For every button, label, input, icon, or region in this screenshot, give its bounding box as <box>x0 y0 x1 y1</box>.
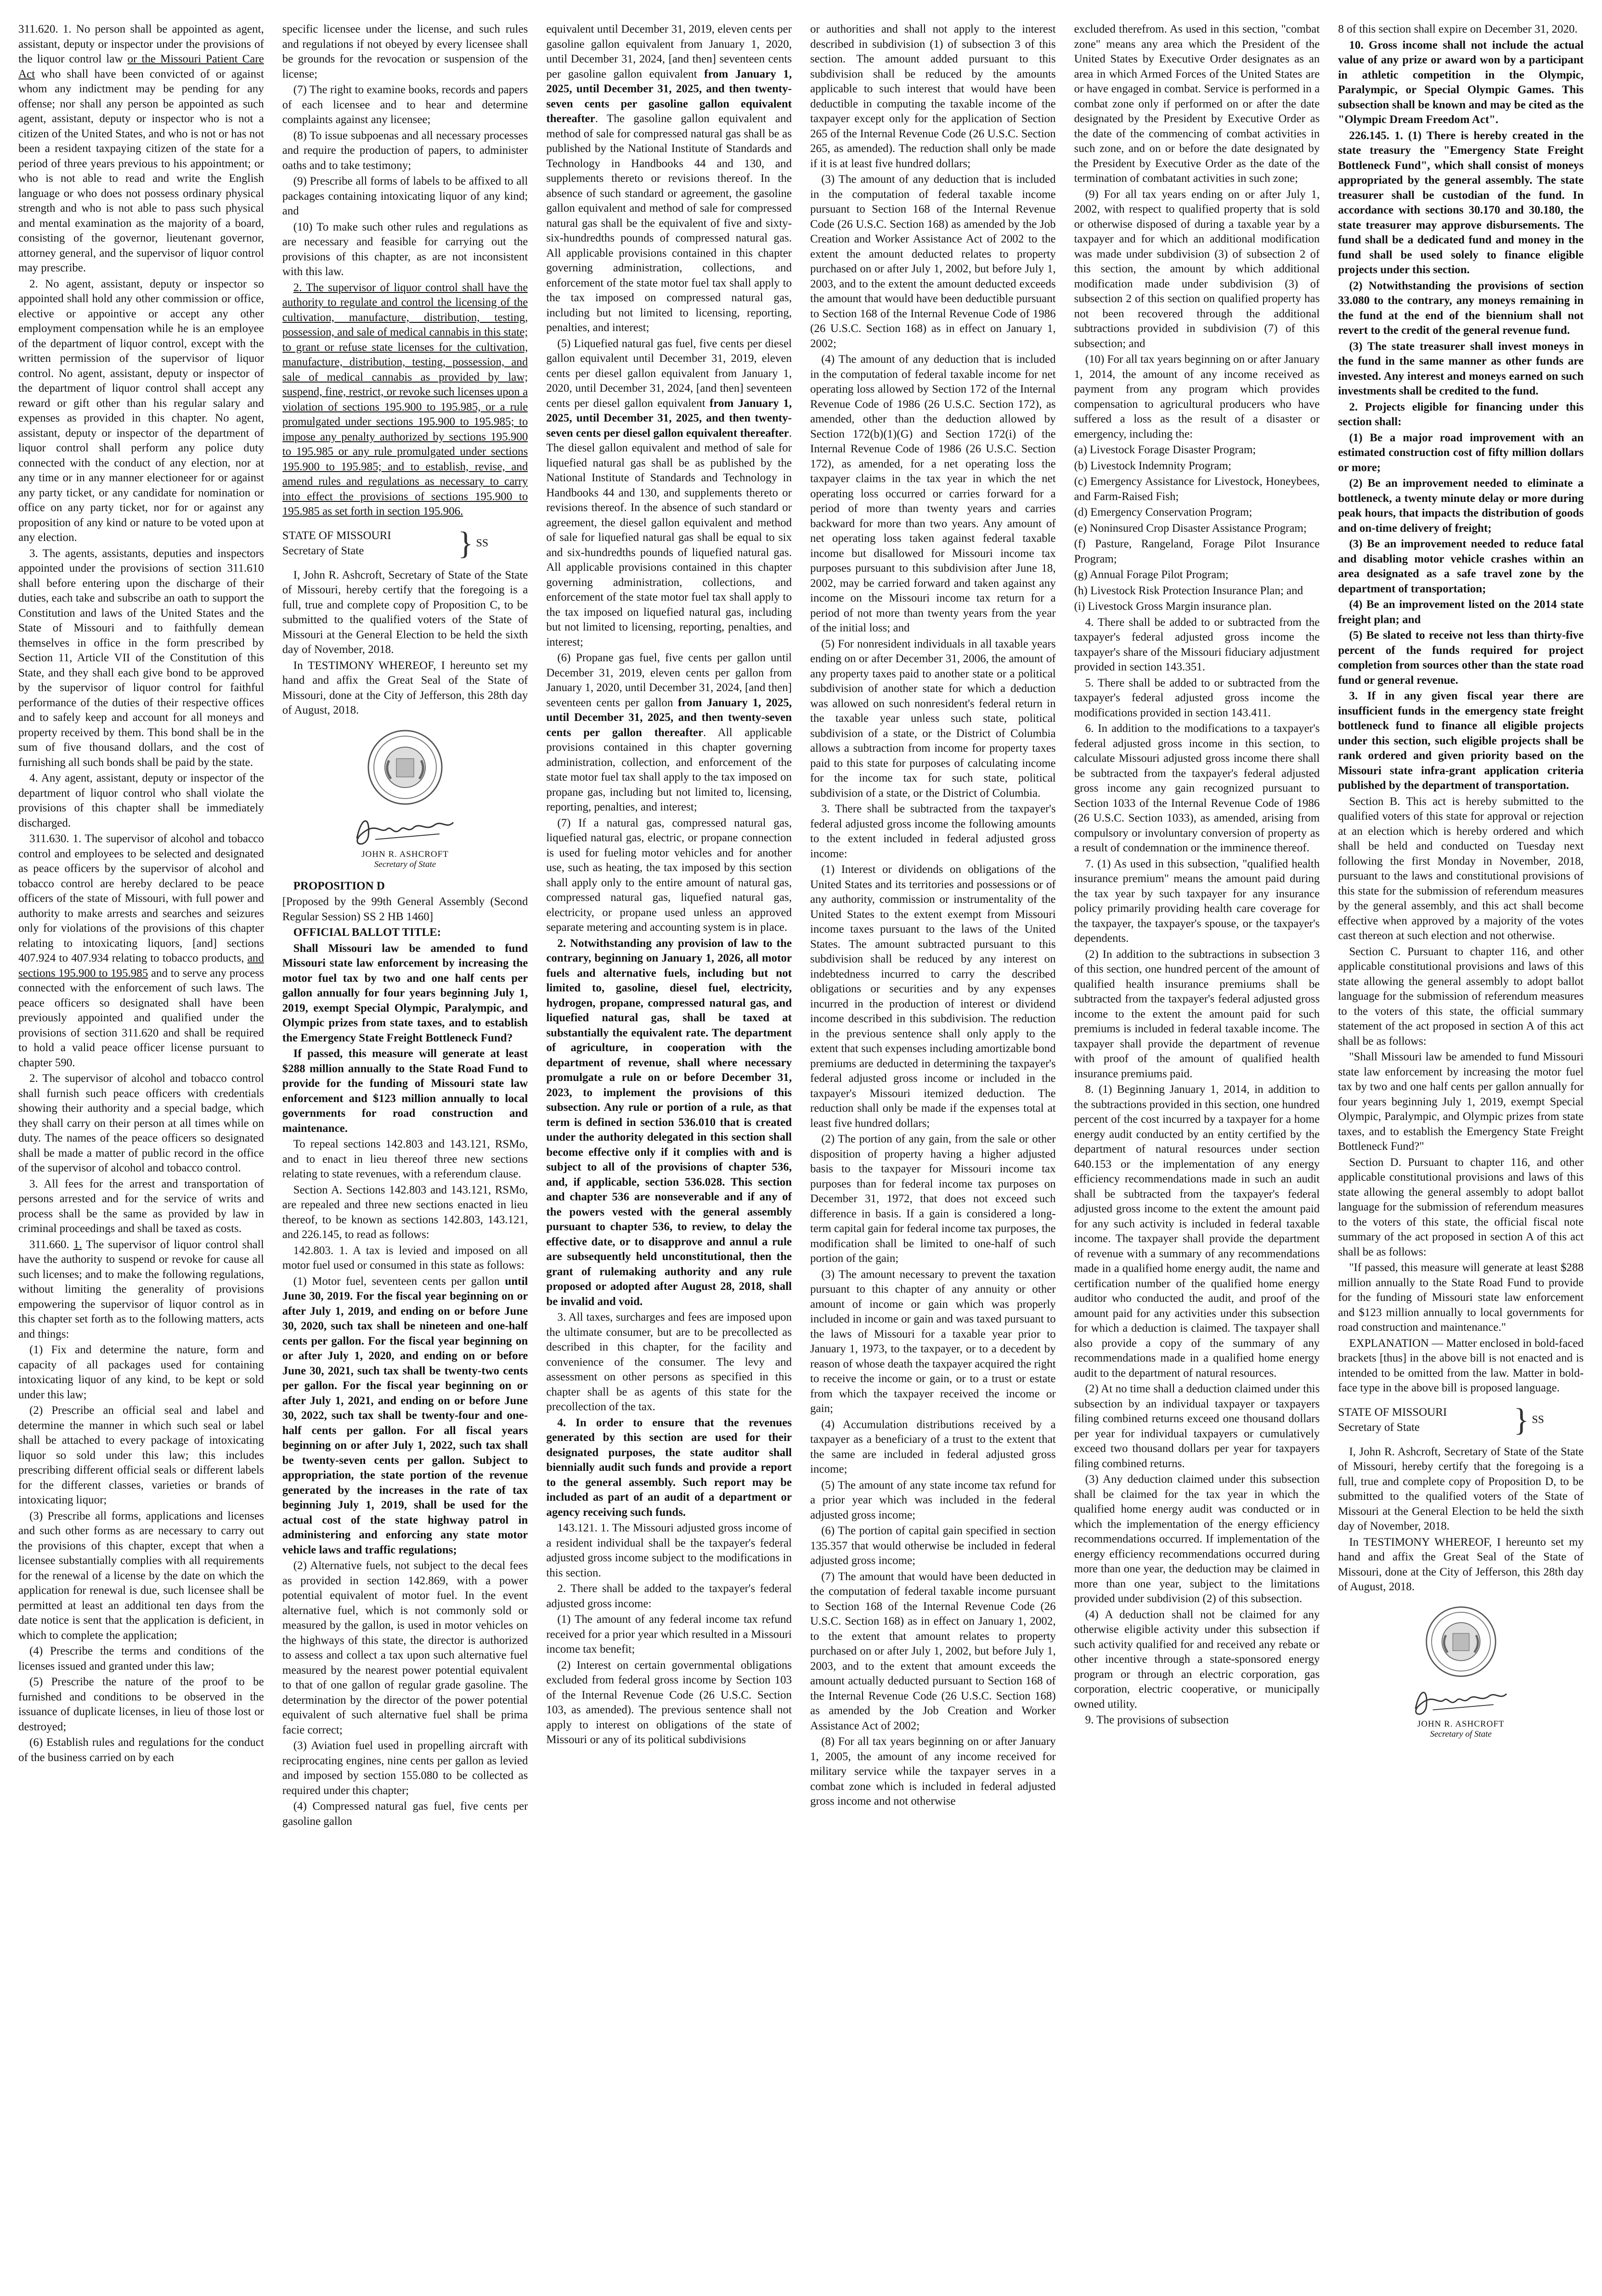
section-a: Section A. Sections 142.803 and 143.121, RSMo, are repealed and three new sections enacted in lieu thereof, to be known as sections 142.803, 143.121, and 226.145, to read as follows: <box>282 1183 528 1241</box>
list-item: (4) The amount of any deduction that is included in the computation of federal taxable income for net operating loss allowed by Section 172 of the Internal Revenue Code of 1986 (26 U.S.C. Section 172), as amended, other than the deduction allowed by Section 172(b)(1)(G) and Section 172(i) of the Internal Revenue Code of 1986 (26 U.S.C. Section 172), as amended, for a net operating loss the taxpayer claims in the tax year in which the net operating loss occurred or carries forward for a period of more than twenty years and carries backward for more than two years. Any amount of net operating loss taken against federal taxable income but disallowed for Missouri income tax purposes pursuant to this subdivision after June 18, 2002, may be carried forward and taken against any income on the Missouri income tax return for a period of not more than twenty years from the year of the initial loss; and <box>810 353 1056 634</box>
list-item: (7) If a natural gas, compressed natural gas, liquefied natural gas, electric, or propane connection is used for fueling motor vehicles and for another use, such as heating, the tax imposed by this section shall apply only to the entire amount of natural gas, compressed natural gas, liquefied natural gas, electricity, or propane used unless an approved separate metering and accounting system is in place. <box>546 816 792 934</box>
section-142-803-4: 4. In order to ensure that the revenues generated by this section are used for their designated purposes, the state auditor shall biennially audit such funds and provide a report to the general assembly. Such report may be included as part of an audit of a department or agency receiving such funds. <box>546 1416 792 1519</box>
list-item: (1) Be a major road improvement with an estimated construction cost of fifty million dollars or more; <box>1338 431 1584 474</box>
section-311-660-1: 311.660. 1. The supervisor of liquor control shall have the authority to suspend or revoke for cause all such licenses; and to make the following regulations, without limiting the generality of provisions empowering the supervisor of liquor control as in this chapter set forth as to the following matters, acts and things: <box>18 1238 264 1340</box>
list-item: (5) Be slated to receive not less than thirty-five percent of the funds required for project completion from sources other than the state road fund or general revenue. <box>1338 629 1584 687</box>
testimony-text: In TESTIMONY WHEREOF, I hereunto set my hand and affix the Great Seal of the State of Missouri, done at the City of Jefferson, this 28th day of August, 2018. <box>282 659 528 716</box>
section-d-question: "If passed, this measure will generate at least $288 million annually to the State Road Fund to provide for the funding of Missouri state law enforcement and $123 million annually to local governments for road construction and maintenance." <box>1338 1261 1584 1334</box>
state-label: STATE OF MISSOURI <box>1338 1406 1447 1418</box>
section-143-121-4: 4. There shall be added to or subtracted from the taxpayer's federal adjusted gross income the taxpayer's share of the Missouri fiduciary adjustment provided in section 143.351. <box>1074 616 1320 673</box>
great-seal <box>1338 1605 1584 1678</box>
signer-name: JOHN R. ASHCROFT <box>1417 1719 1505 1729</box>
list-item: (2) Notwithstanding the provisions of section 33.080 to the contrary, any moneys remaining in the fund at the end of the biennium shall not revert to the credit of the general revenue fund. <box>1338 279 1584 337</box>
state-seal-icon <box>1424 1605 1498 1678</box>
list-item: (4) Accumulation distributions received by a taxpayer as a beneficiary of a trust to the extent that the same are included in federal adjusted gross income; <box>810 1418 1056 1475</box>
ss-label: SS <box>476 537 489 550</box>
list-item: (5) Liquefied natural gas fuel, five cents per diesel gallon equivalent until December 31, 2019, eleven cents per diesel gallon equivalent from January 1, 2020, until December 31, 2024, [and then] seventeen cents per diesel gallon equivalent from January 1, 2025, until December 31, 2025, and then twenty-seven cents per diesel gallon equivalent thereafter. The diesel gallon equivalent and method of sale for liquefied natural gas shall be as published by the National Institute of Standards and Technology in Handbooks 44 and 130, and supplements thereto or revisions thereof. In the absence of such standard or agreement, the diesel gallon equivalent and method of sale for liquefied natural gas shall be equal to six and six-hundredths pounds of liquefied natural gas. All applicable provisions contained in this chapter governing administration, collections, and enforcement of the state motor fuel tax shall apply to the tax imposed on liquefied natural gas, including but not limited to licensing, reporting, penalties, and interest; <box>546 337 792 648</box>
list-item: (g) Annual Forage Pilot Program; <box>1074 568 1229 581</box>
list-item: (3) The state treasurer shall invest moneys in the fund in the same manner as other funds are invested. Any interest and moneys earned on such investments shall be credited to the fund. <box>1338 340 1584 397</box>
section-311-620-3: 3. The agents, assistants, deputies and inspectors appointed under the provisions of section 311.610 shall before entering upon the discharge of their duties, each take and subscribe an oath to support the Constitution and laws of the United States and the State of Missouri and to faithfully demean themselves in office in the form prescribed by Section 11, Article VII of the Constitution of this State, and they shall each give bond to be approved by the supervisor of liquor control for faithful performance of the duties of their respective offices and to safely keep and account for all moneys and property received by them. This bond shall be in the sum of five thousand dollars, and the cost of furnishing all such bonds shall be paid by the state. <box>18 547 264 769</box>
list-item: (i) Livestock Gross Margin insurance plan. <box>1074 600 1272 613</box>
section-143-121-1: 143.121. 1. The Missouri adjusted gross income of a resident individual shall be the taxpayer's federal adjusted gross income subject to the modifications in this section. <box>546 1522 792 1579</box>
list-item: (4) Compressed natural gas fuel, five cents per gasoline gallon <box>282 1800 528 1828</box>
certification-text: I, John R. Ashcroft, Secretary of State of the State of Missouri, hereby certify that the foregoing is a full, true and complete copy of Proposition D, to be submitted to the qualified voters of the State of Missouri at the General Election to be held the sixth day of November, 2018. <box>1338 1445 1584 1532</box>
list-item: (7) The right to examine books, records and papers of each licensee and to hear and determine complaints against any licensee; <box>282 84 528 126</box>
list-item: (3) Any deduction claimed under this subsection shall be claimed for the tax year in which the qualified home energy audit was conducted or in which the implementation of the energy efficiency recommendations occurred. If implementation of the energy efficiency recommendations occurred during more than one year, the deduction may be claimed in more than one year, subject to the limitations provided under subdivision (2) of this subsection. <box>1074 1473 1320 1605</box>
section-b: Section B. This act is hereby submitted to the qualified voters of this state for approval or rejection at an election which is hereby ordered and which shall be held and conducted on Tuesday next following the first Monday in November, 2018, pursuant to the laws and constitutional provisions of this state for the submission of referendum measures by the general assembly, and this act shall become effective when approved by a majority of the votes cast thereon at such election and not otherwise. <box>1338 795 1584 942</box>
list-item: (6) Establish rules and regulations for the conduct of the business carried on by each <box>18 1736 264 1764</box>
section-311-620-4: 4. Any agent, assistant, deputy or inspector of the department of liquor control who shall violate the provisions of this chapter shall be immediately discharged. <box>18 772 264 829</box>
column-5 <box>1074 22 1320 2296</box>
signer-title: Secretary of State <box>1430 1729 1492 1739</box>
section-311-660-2: 2. The supervisor of liquor control shall have the authority to regulate and control the licensing of the cultivation, manufacture, distribution, testing, possession, and sale of medical cannabis in this state; to grant or refuse state licenses for the cultivation, manufacture, distribution, testing, possession, and sale of medical cannabis as provided by law; suspend, fine, restrict, or revoke such licenses upon a violation of sections 195.900 to 195.985, or a rule promulgated under sections 195.900 to 195.985; to impose any penalty authorized by sections 195.900 to 195.985 or any rule promulgated under sections 195.900 to 195.985; and to establish, revise, and amend rules and regulations as necessary to carry into effect the provisions of sections 195.900 to 195.985 as set forth in section 195.906. <box>282 281 528 518</box>
list-item: (4) Be an improvement listed on the 2014 state freight plan; and <box>1338 598 1584 626</box>
section-142-803-3: 3. All taxes, surcharges and fees are imposed upon the ultimate consumer, but are to be precollected as described in this chapter, for the facility and convenience of the consumer. The levy and assessment on other persons as specified in this chapter shall be as agents of this state for the precollection of the tax. <box>546 1311 792 1413</box>
explanation: EXPLANATION — Matter enclosed in bold-faced brackets [thus] in the above bill is not enacted and is intended to be omitted from the law. Matter in bold-face type in the above bill is proposed language. <box>1338 1337 1584 1394</box>
ballot-question: Shall Missouri law be amended to fund Missouri state law enforcement by increasing the motor fuel tax by two and one half cents per gallon annually for four years beginning July 1, 2019, exempt Special Olympic, Paralympic, and Olympic prizes from state taxes, and to establish the Emergency State Freight Bottleneck Fund? <box>282 942 528 1044</box>
list-item: (b) Livestock Indemnity Program; <box>1074 459 1231 472</box>
list-item: (4) Prescribe the terms and conditions of the licenses issued and granted under this law; <box>18 1645 264 1672</box>
state-label: STATE OF MISSOURI <box>282 529 391 542</box>
section-143-121-2: 2. There shall be added to the taxpayer's federal adjusted gross income: <box>546 1582 792 1610</box>
signature-icon <box>1406 1683 1516 1722</box>
list-item: (5) For nonresident individuals in all taxable years ending on or after December 31, 2006, the amount of any property taxes paid to another state or a political subdivision of another state for which a deduction was allowed on such nonresident's federal return in the taxable year unless such state, political subdivision of a state, or the District of Columbia allows a subtraction from income for property taxes paid to this state for purposes of calculating income for the income tax for such state, political subdivision of a state, or the District of Columbia. <box>810 637 1056 799</box>
signature-block <box>282 811 528 870</box>
section-d: Section D. Pursuant to chapter 116, and other applicable constitutional provisions and laws of this state allowing the general assembly to adopt ballot language for the submission of referendum measures to the voters of this state, the official fiscal note summary of the act proposed in section A of this act shall be as follows: <box>1338 1156 1584 1258</box>
list-item: (5) The amount of any state income tax refund for a prior year which was included in the federal adjusted gross income; <box>810 1479 1056 1521</box>
section-311-630-1: 311.630. 1. The supervisor of alcohol and tobacco control and employees to be selected and designated as peace officers by the supervisor of alcohol and tobacco control are hereby declared to be peace officers of the state of Missouri, with full power and authority to make arrests and searches and seizures only for violations of the provisions of this chapter relating to intoxicating liquors, [and] sections 407.924 to 407.934 relating to tobacco products, and sections 195.900 to 195.985 and to serve any process connected with the enforcement of such laws. The peace officers so designated shall have been previously appointed and qualified under the provisions of section 311.620 and shall be required to hold a valid peace officer license pursuant to chapter 590. <box>18 833 264 1069</box>
proposition-title: PROPOSITION D <box>293 879 385 892</box>
signer-title: Secretary of State <box>374 859 436 869</box>
list-item: (6) The portion of capital gain specified in section 135.357 that would otherwise be included in federal adjusted gross income; <box>810 1525 1056 1567</box>
list-item: (3) The amount of any deduction that is included in the computation of federal taxable income pursuant to Section 168 of the Internal Revenue Code (26 U.S.C. Section 168) as amended by the Job Creation and Worker Assistance Act of 2002 to the extent the amount deducted relates to property purchased on or after July 1, 2002, but before July 1, 2003, and to the extent the amount deducted exceeds the amount that would have been deductible pursuant to Section 168 of the Internal Revenue Code of 1986 (26 U.S.C. Section 168) as in effect on January 1, 2002; <box>810 173 1056 350</box>
section-311-620-1: 311.620. 1. No person shall be appointed as agent, assistant, deputy or inspector under the provisions of the liquor control law or the Missouri Patient Care Act who shall have been convicted of or against whom any indictment may be pending for any offense; nor shall any person be appointed as such agent, assistant, deputy or inspector who is not a citizen of the United States, and who is not or has not been a resident taxpaying citizen of the state for a period of three years previous to his appointment; or who is not able to read and write the English language or who does not possess ordinary physical strength and who is not able to pass such physical and mental examination as the majority of a board, consisting of the governor, lieutenant governor, attorney general, and the supervisor of liquor control may prescribe. <box>18 23 264 274</box>
section-226-145-1: 226.145. 1. (1) There is hereby created in the state treasury the "Emergency State Freight Bottleneck Fund", which shall consist of moneys appropriated by the general assembly. The state treasurer shall be custodian of the fund. In accordance with sections 30.170 and 30.180, the state treasurer may approve disbursements. The fund shall be a dedicated fund and money in the fund shall be used solely to finance eligible projects under this section. <box>1338 129 1584 276</box>
paragraph: specific licensee under the license, and such rules and regulations if not obeyed by every licensee shall be grounds for the revocation or suspension of the license; <box>282 23 528 80</box>
list-item: (1) Fix and determine the nature, form and capacity of all packages used for containing intoxicating liquor of any kind, to be kept or sold under this law; <box>18 1344 264 1401</box>
section-226-145-2: 2. Projects eligible for financing under this section shall: <box>1338 400 1584 428</box>
ballot-title-heading: OFFICIAL BALLOT TITLE: <box>293 926 441 939</box>
list-item: (h) Livestock Risk Protection Insurance Plan; and <box>1074 584 1303 597</box>
section-311-630-2: 2. The supervisor of alcohol and tobacco control shall furnish such peace officers with credentials showing their authority and a special badge, which they shall carry on their person at all times while on duty. The names of the peace officers so designated shall be made a matter of public record in the office of the supervisor of alcohol and tobacco control. <box>18 1072 264 1174</box>
state-certification-header <box>282 525 528 561</box>
list-item: (1) Motor fuel, seventeen cents per gallon until June 30, 2019. For the fiscal year beginning on or after July 1, 2019, and ending on or before June 30, 2020, such tax shall be nineteen and one-half cents per gallon. For the fiscal year beginning on or after July 1, 2020, and ending on or before June 30, 2021, such tax shall be twenty-two cents per gallon. For the fiscal year beginning on or after July 1, 2021, and ending on or before June 30, 2022, such tax shall be twenty-four and one-half cents per gallon. For all fiscal years beginning on or after July 1, 2022, such tax shall be twenty-seven cents per gallon. Subject to appropriation, the state portion of the revenue generated by the increases in the rate of tax beginning July 1, 2019, shall be used for the actual cost of the state highway patrol in administering and enforcing any state motor vehicle laws and traffic regulations; <box>282 1275 528 1556</box>
state-seal-icon <box>366 728 444 806</box>
list-item: (9) Prescribe all forms of labels to be affixed to all packages containing intoxicating liquor of any kind; and <box>282 175 528 217</box>
ss-label: SS <box>1532 1414 1544 1426</box>
list-item: (2) Be an improvement needed to eliminate a bottleneck, a twenty minute delay or more during peak hours, that impacts the distribution of goods and on-time delivery of freight; <box>1338 477 1584 535</box>
section-c: Section C. Pursuant to chapter 116, and other applicable constitutional provisions and laws of this state allowing the general assembly to adopt ballot language for the submission of referendum measures to the voters of this state, the official summary statement of the act proposed in section A of this act shall be as follows: <box>1338 945 1584 1047</box>
section-143-121-8: 8. (1) Beginning January 1, 2014, in addition to the subtractions provided in this section, one hundred percent of the cost incurred by a taxpayer for a home energy audit conducted by an entity certified by the department of natural resources under section 640.153 or the implementation of any energy efficiency recommendations made in such an audit shall be subtracted from the taxpayer's federal adjusted gross income to the extent the amount paid for any such activity is included in federal taxable income. The taxpayer shall provide the department of revenue with a summary of any recommendations made in a qualified home energy audit, the name and certification number of the qualified home energy auditor who conducted the audit, and proof of the amount paid for any activities under this subsection for which a deduction is claimed. The taxpayer shall also provide a copy of the summary of any recommendations made in a qualified home energy audit to the department of natural resources. <box>1074 1083 1320 1379</box>
proposition-proposed-by: [Proposed by the 99th General Assembly (Second Regular Session) SS 2 HB 1460] <box>282 895 528 923</box>
repeal-clause: To repeal sections 142.803 and 143.121, RSMo, and to enact in lieu thereof three new sections relating to state revenues, with a referendum clause. <box>282 1138 528 1180</box>
section-143-121-9: 9. The provisions of subsection <box>1085 1714 1229 1726</box>
secretary-label: Secretary of State <box>282 544 364 557</box>
section-143-121-7: 7. (1) As used in this subsection, "qualified health insurance premium" means the amount paid during the tax year by such taxpayer for any insurance policy primarily providing health care coverage for the taxpayer, the taxpayer's spouse, or the taxpayer's dependents. <box>1074 857 1320 945</box>
paragraph: excluded therefrom. As used in this section, "combat zone" means any area which the President of the United States by Executive Order designates as an area in which Armed Forces of the United States are or have engaged in combat. Service is performed in a combat zone only if performed on or after the date designated by the President by Executive Order as the date of the commencing of combat activities in such zone, and on or before the date designated by the President by Executive Order as the date of the termination of combatant activities in such zone; <box>1074 23 1320 185</box>
list-item: (2) Prescribe an official seal and label and determine the manner in which such seal or label shall be attached to every package of intoxicating liquor so sold under this law; this includes prescribing different official seals or different labels for the different classes, varieties or brands of intoxicating liquor; <box>18 1404 264 1506</box>
section-c-question: "Shall Missouri law be amended to fund Missouri state law enforcement by increasing the motor fuel tax by two and one half cents per gallon annually for four years beginning July 1, 2019, exempt Special Olympic, Paralympic, and Olympic prizes from state taxes, and to establish the Emergency State Freight Bottleneck Fund?" <box>1338 1051 1584 1153</box>
column-3 <box>546 22 792 2296</box>
column-4 <box>810 22 1056 2296</box>
section-143-121-6: 6. In addition to the modifications to a taxpayer's federal adjusted gross income in this section, to calculate Missouri adjusted gross income there shall be subtracted from the taxpayer's federal adjusted gross income any gain recognized pursuant to Section 1033 of the Internal Revenue Code of 1986 (26 U.S.C. Section 1033), as amended, arising from compulsory or involuntary conversion of property as a result of condemnation or the imminence thereof. <box>1074 722 1320 854</box>
section-143-121-5: 5. There shall be added to or subtracted from the taxpayer's federal adjusted gross income the modifications provided in section 143.411. <box>1074 676 1320 719</box>
list-item: (2) Interest on certain governmental obligations excluded from federal gross income by Section 103 of the Internal Revenue Code (26 U.S.C. Section 103, as amended). The previous sentence shall not apply to interest on obligations of the state of Missouri or any of its political subdivisions <box>546 1659 792 1746</box>
list-item: (4) A deduction shall not be claimed for any otherwise eligible activity under this subsection if such activity qualified for and received any rebate or other incentive through a state-sponsored energy program or through an electric corporation, gas corporation, electric cooperative, or municipally owned utility. <box>1074 1608 1320 1711</box>
section-311-630-3: 3. All fees for the arrest and transportation of persons arrested and for the service of writs and process shall be the same as provided by law in criminal proceedings and shall be taxed as costs. <box>18 1177 264 1235</box>
list-item: (d) Emergency Conservation Program; <box>1074 506 1252 518</box>
list-item: (2) At no time shall a deduction claimed under this subsection by an individual taxpayer or taxpayers filing combined returns exceed one thousand dollars per year for individual taxpayers or cumulatively exceed two thousand dollars per year for taxpayers filing combined returns. <box>1074 1383 1320 1470</box>
section-143-121-3: 3. There shall be subtracted from the taxpayer's federal adjusted gross income the following amounts to the extent included in federal adjusted gross income: <box>810 803 1056 860</box>
list-item: (10) For all tax years beginning on or after January 1, 2014, the amount of any income received as payment from any program which provides compensation to agricultural producers who have suffered a loss as the result of a disaster or emergency, including the: <box>1074 353 1320 440</box>
signature-icon <box>348 811 463 852</box>
state-certification-header <box>1338 1404 1584 1436</box>
list-item: (f) Pasture, Rangeland, Forage Pilot Insurance Program; <box>1074 538 1320 565</box>
certification-text: I, John R. Ashcroft, Secretary of State of the State of Missouri, hereby certify that the foregoing is a full, true and complete copy of Proposition C, to be submitted to the qualified voters of the State of Missouri at the General Election to be held the sixth day of November, 2018. <box>282 568 528 656</box>
great-seal <box>282 728 528 806</box>
list-item: (3) Prescribe all forms, applications and licenses and such other forms as are necessary to carry out the provisions of this chapter, except that when a licensee substantially complies with all requirements for the renewal of a license by the date on which the application for renewal is due, such licensee shall be permitted at least an additional ten days from the date notice is sent that the application is deficient, in which to complete the application; <box>18 1509 264 1642</box>
list-item: (9) For all tax years ending on or after July 1, 2002, with respect to qualified property that is sold or otherwise disposed of during a taxable year by a taxpayer and for which an additional modification was made under subdivision (3) of subsection 2 of this section, the amount by which additional modification made under subdivision (3) of subsection 2 of this section on qualified property has not been recovered through the additional subtractions provided in subdivision (7) of this subsection; and <box>1074 188 1320 350</box>
section-142-803-2: 2. Notwithstanding any provision of law to the contrary, beginning on January 1, 2026, all motor fuels and alternative fuels, including but not limited to, gasoline, diesel fuel, electricity, hydrogen, propane, compressed natural gas, and liquefied natural gas, shall be taxed at substantially the equivalent rate. The department of agriculture, in cooperation with the department of revenue, shall where necessary promulgate a rule on or before December 31, 2023, to implement the provisions of this subsection. Any rule or portion of a rule, as that term is defined in section 536.010 that is created under the authority delegated in this section shall become effective only if it complies with and is subject to all of the provisions of chapter 536, and, if applicable, section 536.028. This section and chapter 536 are nonseverable and if any of the powers vested with the general assembly pursuant to chapter 536, to review, to delay the effective date, or to disapprove and annul a rule are subsequently held unconstitutional, then the grant of rulemaking authority and any rule proposed or adopted after August 28, 2018, shall be invalid and void. <box>546 937 792 1308</box>
section-143-121-10: 10. Gross income shall not include the actual value of any prize or award won by a participant in athletic competition in the Olympic, Paralympic, or Special Olympic Games. This subsection shall be known and may be cited as the "Olympic Dream Freedom Act". <box>1338 39 1584 126</box>
brace-icon: } <box>1513 1402 1529 1438</box>
column-2 <box>282 22 528 2296</box>
list-item: (1) Interest or dividends on obligations of the United States and its territories and possessions or of any authority, commission or instrumentality of the United States to the extent exempt from Missouri income taxes pursuant to the laws of the United States. The amount subtracted pursuant to this subdivision shall be reduced by any interest on indebtedness incurred to carry the described obligations or securities and by any expenses incurred in the production of interest or dividend income described in this subdivision. The reduction in the previous sentence shall only apply to the extent that such expenses including amortizable bond premiums are deducted in determining the taxpayer's federal adjusted gross income or included in the taxpayer's Missouri itemized deduction. The reduction shall only be made if the expenses total at least five hundred dollars; <box>810 863 1056 1130</box>
list-item: (a) Livestock Forage Disaster Program; <box>1074 444 1256 456</box>
list-item: (6) Propane gas fuel, five cents per gallon until December 31, 2019, eleven cents per gallon from January 1, 2020, until December 31, 2024, [and then] seventeen cents per gallon from January 1, 2025, until December 31, 2025, and then twenty-seven cents per gallon thereafter. All applicable provisions contained in this chapter governing administration, collection, and enforcement of the state motor fuel tax shall apply to the tax imposed on propane gas, including but not limited to, licensing, reporting, penalties, and interest; <box>546 652 792 813</box>
column-6 <box>1338 22 1584 2296</box>
list-item: (3) Be an improvement needed to reduce fatal and disabling motor vehicle crashes within an area designated as a safe travel zone by the department of transportation; <box>1338 538 1584 595</box>
secretary-label: Secretary of State <box>1338 1421 1420 1434</box>
column-1 <box>18 22 264 2296</box>
list-item: (8) For all tax years beginning on or after January 1, 2005, the amount of any income received for military service while the taxpayer serves in a combat zone which is included in federal adjusted gross income and not otherwise <box>810 1735 1056 1807</box>
list-item: (10) To make such other rules and regulations as are necessary and feasible for carrying out the provisions of this chapter, as are not inconsistent with this law. <box>282 220 528 278</box>
list-item: (2) The portion of any gain, from the sale or other disposition of property having a higher adjusted basis to the taxpayer for Missouri income tax purposes than for federal income tax purposes on December 31, 1972, that does not exceed such difference in basis. If a gain is considered a long-term capital gain for federal income tax purposes, the modification shall be limited to one-half of such portion of the gain; <box>810 1133 1056 1265</box>
brace-icon: } <box>457 525 474 561</box>
signature-block <box>1338 1683 1584 1739</box>
list-item: (8) To issue subpoenas and all necessary processes and require the production of papers, to administer oaths and to take testimony; <box>282 129 528 172</box>
section-142-803-1: 142.803. 1. A tax is levied and imposed on all motor fuel used or consumed in this state as follows: <box>282 1244 528 1272</box>
list-item: (7) The amount that would have been deducted in the computation of federal taxable income pursuant to Section 168 of the Internal Revenue Code (26 U.S.C. Section 168) as in effect on January 1, 2002, to the extent that amount relates to property purchased on or after July 1, 2002, but before July 1, 2003, and to the extent that amount exceeds the amount actually deducted pursuant to Section 168 of the Internal Revenue Code (26 U.S.C. Section 168) as amended by the Job Creation and Worker Assistance Act of 2002; <box>810 1570 1056 1732</box>
paragraph: or authorities and shall not apply to the interest described in subdivision (1) of subsection 3 of this section. The amount added pursuant to this subdivision shall be reduced by the amounts applicable to such interest that would have been deductible in computing the taxable income of the taxpayer except only for the application of Section 265 of the Internal Revenue Code (26 U.S.C. Section 265, as amended). The reduction shall only be made if it is at least five hundred dollars; <box>810 23 1056 170</box>
paragraph: 8 of this section shall expire on December 31, 2020. <box>1338 23 1578 35</box>
list-item: (e) Noninsured Crop Disaster Assistance Program; <box>1074 522 1307 535</box>
testimony-text: In TESTIMONY WHEREOF, I hereunto set my hand and affix the Great Seal of the State of Missouri, done at the City of Jefferson, this 28th day of August, 2018. <box>1338 1536 1584 1593</box>
list-item: (5) Prescribe the nature of the proof to be furnished and conditions to be observed in the issuance of duplicate licenses, in lieu of those lost or destroyed; <box>18 1676 264 1733</box>
section-311-620-2: 2. No agent, assistant, deputy or inspector so appointed shall hold any other commission or office, elective or appointive or accept any other employment compensation while he is an employee of the department of liquor control, except with the written permission of the supervisor of liquor control. No agent, assistant, deputy or inspector of the department of liquor control shall accept any reward or gift other than his regular salary and expenses as provided in this chapter. No agent, assistant, deputy or inspector of the department of liquor control shall perform any police duty connected with the conduct of any election, nor at any time or in any manner electioneer for or against any party ticket, or any candidate for nomination or office on any party ticket, nor for or against any proposition of any kind or nature to be voted upon at any election. <box>18 277 264 544</box>
list-item: (3) Aviation fuel used in propelling aircraft with reciprocating engines, nine cents per gallon as levied and imposed by section 155.080 to be collected as required under this chapter; <box>282 1739 528 1797</box>
list-item: (1) The amount of any federal income tax refund received for a prior year which resulted in a Missouri income tax benefit; <box>546 1613 792 1655</box>
ballot-if-passed: If passed, this measure will generate at least $288 million annually to the State Road Fund to provide for the funding of Missouri state law enforcement and $123 million annually to local governments for road construction and maintenance. <box>282 1047 528 1135</box>
list-item: (c) Emergency Assistance for Livestock, Honeybees, and Farm-Raised Fish; <box>1074 475 1320 503</box>
paragraph: equivalent until December 31, 2019, eleven cents per gasoline gallon equivalent from January 1, 2020, until December 31, 2024, [and then] seventeen cents per gasoline gallon equivalent from January 1, 2025, until December 31, 2025, and then twenty-seven cents per gasoline gallon equivalent thereafter. The gasoline gallon equivalent and method of sale for compressed natural gas shall be as published by the National Institute of Standards and Technology in Handbooks 44 and 130, and supplements thereto or revisions thereof. In the absence of such standard or agreement, the gasoline gallon equivalent and method of sale for compressed natural gas shall be the equivalent of five and sixty-six-hundredths pounds of compressed natural gas. All applicable provisions contained in this chapter governing administration, collections, and enforcement of the state motor fuel tax shall apply to the tax imposed on compressed natural gas, including but not limited to licensing, reporting, penalties, and interest; <box>546 23 792 334</box>
section-226-145-3: 3. If in any given fiscal year there are insufficient funds in the emergency state freight bottleneck fund to finance all eligible projects under this section, such eligible projects shall be rank ordered and given priority based on the Missouri state infra-grant application criteria published by the department of transportation. <box>1338 690 1584 792</box>
list-item: (2) Alternative fuels, not subject to the decal fees as provided in section 142.869, with a power potential equivalent of motor fuel. In the event alternative fuel, which is not commonly sold or measured by the gallon, is used in motor vehicles on the highways of this state, the director is authorized to assess and collect a tax upon such alternative fuel measured by the nearest power potential equivalent to that of one gallon of regular grade gasoline. The determination by the director of the power potential equivalent of such alternative fuel shall be prima facie correct; <box>282 1559 528 1736</box>
signer-name: JOHN R. ASHCROFT <box>361 849 449 859</box>
list-item: (2) In addition to the subtractions in subsection 3 of this section, one hundred percent of the amount of qualified health insurance premiums shall be subtracted from the taxpayer's federal adjusted gross income to the extent the amount paid for such premiums is included in federal taxable income. The taxpayer shall provide the department of revenue with proof of the amount of qualified health insurance premiums paid. <box>1074 948 1320 1080</box>
list-item: (3) The amount necessary to prevent the taxation pursuant to this chapter of any annuity or other amount of income or gain which was properly included in income or gain and was taxed pursuant to the laws of Missouri for a taxable year prior to January 1, 1973, to the taxpayer, or to a decedent by reason of whose death the taxpayer acquired the right to receive the income or gain, or to a trust or estate from which the taxpayer received the income or gain; <box>810 1268 1056 1415</box>
